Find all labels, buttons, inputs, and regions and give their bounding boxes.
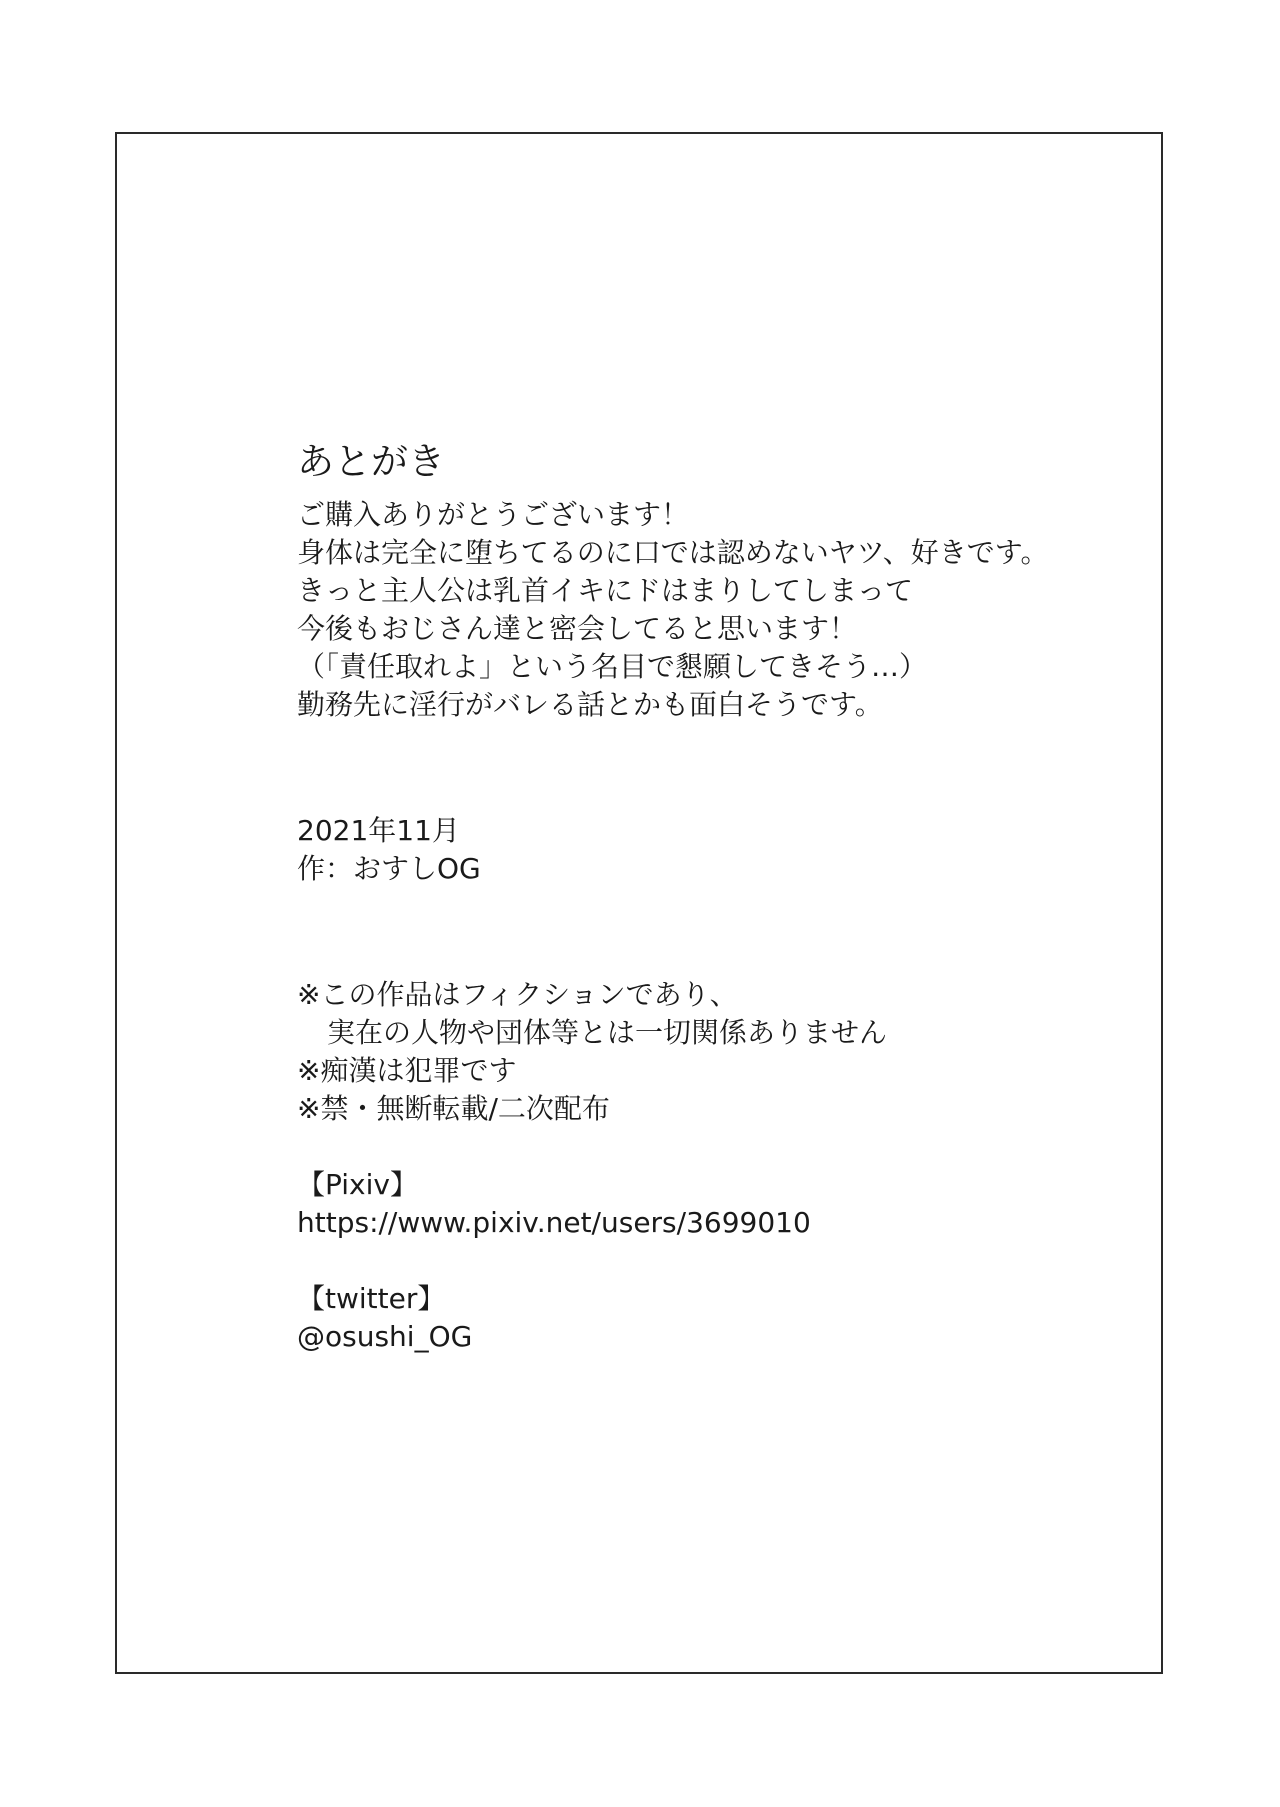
fiction-notice: ※この作品はフィクションであり、 xyxy=(297,978,738,1011)
pixiv-url: https://www.pixiv.net/users/3699010 xyxy=(297,1206,811,1239)
author-credit: 作：おすしOG xyxy=(297,852,481,885)
afterword-line: 身体は完全に堕ちてるのに口では認めないヤツ、好きです。 xyxy=(297,536,1049,569)
fiction-notice-continued: 実在の人物や団体等とは一切関係ありません xyxy=(327,1016,888,1049)
afterword-line: 今後もおじさん達と密会してると思います！ xyxy=(297,612,858,645)
afterword-line: （「責任取れよ」という名目で懇願してきそう…） xyxy=(297,650,928,683)
twitter-label: 【twitter】 xyxy=(297,1282,446,1315)
afterword-line: きっと主人公は乳首イキにドはまりしてしまって xyxy=(297,574,914,607)
afterword-line: 勤務先に淫行がバレる話とかも面白そうです。 xyxy=(297,688,883,721)
twitter-handle: @osushi_OG xyxy=(297,1320,473,1353)
afterword-line: ご購入ありがとうございます！ xyxy=(297,498,690,531)
spacer xyxy=(297,1128,1117,1166)
pixiv-label: 【Pixiv】 xyxy=(297,1168,418,1201)
afterword-content xyxy=(297,438,1117,1356)
crime-notice: ※痴漢は犯罪です xyxy=(297,1054,517,1087)
afterword-title: あとがき xyxy=(297,440,445,483)
publication-date: 2021年11月 xyxy=(297,814,460,847)
spacer xyxy=(297,888,1117,976)
spacer xyxy=(297,1242,1117,1280)
spacer xyxy=(297,724,1117,812)
reprint-notice: ※禁・無断転載/二次配布 xyxy=(297,1092,610,1125)
